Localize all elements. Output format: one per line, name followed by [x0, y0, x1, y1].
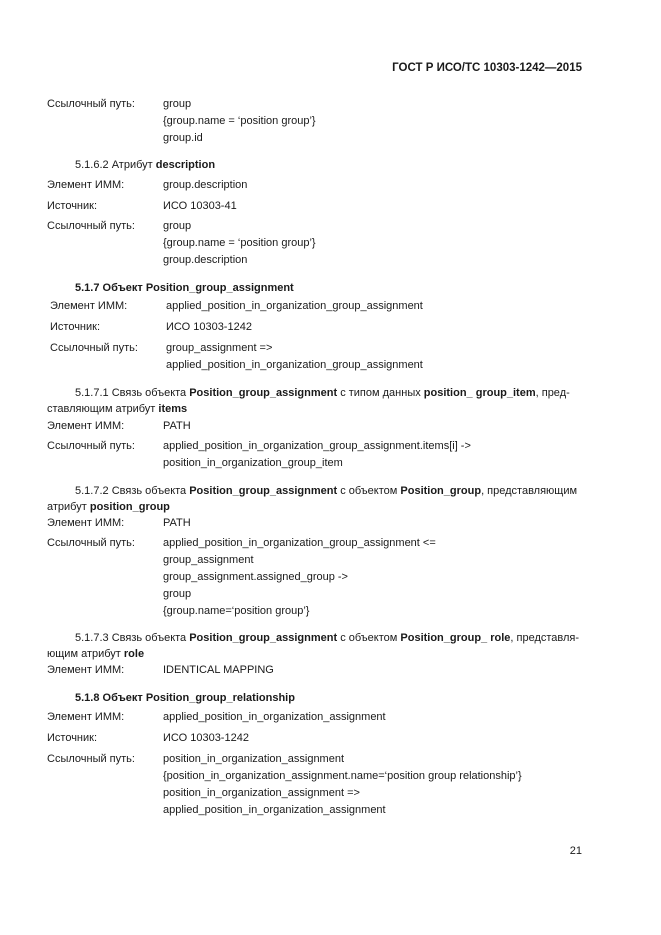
ref-path-label: Ссылочный путь:	[47, 440, 135, 452]
para-text: с типом данных	[337, 387, 424, 399]
ref-path-value	[166, 340, 423, 374]
source-label: Источник:	[47, 732, 98, 744]
ref-path-line: group	[163, 220, 192, 232]
source-value: ИСО 10303-1242	[163, 732, 249, 744]
ref-path-line: group.id	[163, 132, 203, 144]
imm-element-label: Элемент ИММ:	[47, 664, 125, 676]
ref-path-line: {position_in_organization_assignment.name=‘position group relationship’}	[163, 770, 522, 782]
heading-text: 5.1.6.2 Атрибут	[75, 159, 156, 171]
imm-element-value: group.description	[163, 179, 248, 191]
imm-element-value: PATH	[163, 420, 191, 432]
section-paragraph-5-1-7-1	[47, 385, 583, 417]
ref-path-line: group	[163, 98, 192, 110]
source-label: Источник:	[50, 321, 101, 333]
ref-path-label: Ссылочный путь:	[47, 220, 135, 232]
ref-path-line: applied_position_in_organization_group_assignment <=	[163, 537, 436, 549]
entity-name: Position_group_assignment	[189, 387, 338, 399]
ref-path-label: Ссылочный путь:	[47, 753, 135, 765]
para-text: 5.1.7.3 Связь объекта	[75, 632, 190, 644]
ref-path-value	[163, 218, 316, 269]
para-text: с объектом	[337, 632, 401, 644]
imm-element-value: applied_position_in_organization_assignment	[163, 711, 386, 723]
para-text: , представля-ющим атрибут	[47, 632, 580, 660]
ref-path-line: position_in_organization_group_item	[163, 457, 343, 469]
imm-element-label: Элемент ИММ:	[47, 420, 125, 432]
ref-path-line: group_assignment	[163, 554, 254, 566]
section-heading-5-1-7: 5.1.7 Объект Position_group_assignment	[75, 282, 294, 294]
entity-name: Position_group	[400, 485, 482, 497]
ref-path-line: position_in_organization_assignment	[163, 753, 345, 765]
ref-path-line: group_assignment =>	[166, 342, 273, 354]
ref-path-line: {group.name = ‘position group’}	[163, 115, 316, 127]
document-header: ГОСТ Р ИСО/ТС 10303-1242—2015	[392, 62, 582, 74]
entity-name: position_ group_item	[423, 387, 536, 399]
ref-path-value	[163, 438, 471, 472]
attribute-name: role	[123, 648, 145, 660]
section-paragraph-5-1-7-2	[47, 483, 583, 515]
ref-path-line: {group.name=‘position group’}	[163, 605, 310, 617]
attribute-name: description	[155, 159, 216, 171]
ref-path-line: group_assignment.assigned_group ->	[163, 571, 348, 583]
section-heading-5-1-8: 5.1.8 Объект Position_group_relationship	[75, 692, 295, 704]
ref-path-line: {group.name = ‘position group’}	[163, 237, 316, 249]
imm-element-value: PATH	[163, 517, 191, 529]
section-heading-5-1-6-2	[75, 157, 215, 174]
ref-path-line: position_in_organization_assignment =>	[163, 787, 360, 799]
source-value: ИСО 10303-41	[163, 200, 237, 212]
para-text: 5.1.7.1 Связь объекта	[75, 387, 190, 399]
imm-element-value: applied_position_in_organization_group_assignment	[166, 300, 423, 312]
ref-path-value	[163, 751, 522, 819]
imm-element-label: Элемент ИММ:	[47, 179, 125, 191]
para-text: , представляющим атрибут	[47, 485, 578, 513]
page-number: 21	[569, 845, 582, 857]
imm-element-label: Элемент ИММ:	[47, 711, 125, 723]
ref-path-label: Ссылочный путь:	[47, 98, 135, 110]
para-text: 5.1.7.2 Связь объекта	[75, 485, 190, 497]
imm-element-value: IDENTICAL MAPPING	[163, 664, 274, 676]
ref-path-label: Ссылочный путь:	[47, 537, 135, 549]
ref-path-line: applied_position_in_organization_assignment	[163, 804, 386, 816]
imm-element-label: Элемент ИММ:	[50, 300, 128, 312]
source-label: Источник:	[47, 200, 98, 212]
para-text: с объектом	[337, 485, 401, 497]
ref-path-value	[163, 535, 436, 620]
source-value: ИСО 10303-1242	[166, 321, 252, 333]
entity-name: Position_group_ role	[400, 632, 511, 644]
imm-element-label: Элемент ИММ:	[47, 517, 125, 529]
ref-path-line: group.description	[163, 254, 248, 266]
ref-path-value	[163, 96, 316, 147]
attribute-name: position_group	[89, 501, 170, 513]
ref-path-line: group	[163, 588, 192, 600]
ref-path-line: applied_position_in_organization_group_assignment	[166, 359, 423, 371]
para-text: , пред-ставляющим атрибут	[47, 387, 570, 415]
entity-name: Position_group_assignment	[189, 485, 338, 497]
ref-path-line: applied_position_in_organization_group_assignment.items[i] ->	[163, 440, 471, 452]
entity-name: Position_group_assignment	[189, 632, 338, 644]
attribute-name: items	[158, 403, 188, 415]
ref-path-label: Ссылочный путь:	[50, 342, 138, 354]
section-paragraph-5-1-7-3	[47, 630, 583, 662]
